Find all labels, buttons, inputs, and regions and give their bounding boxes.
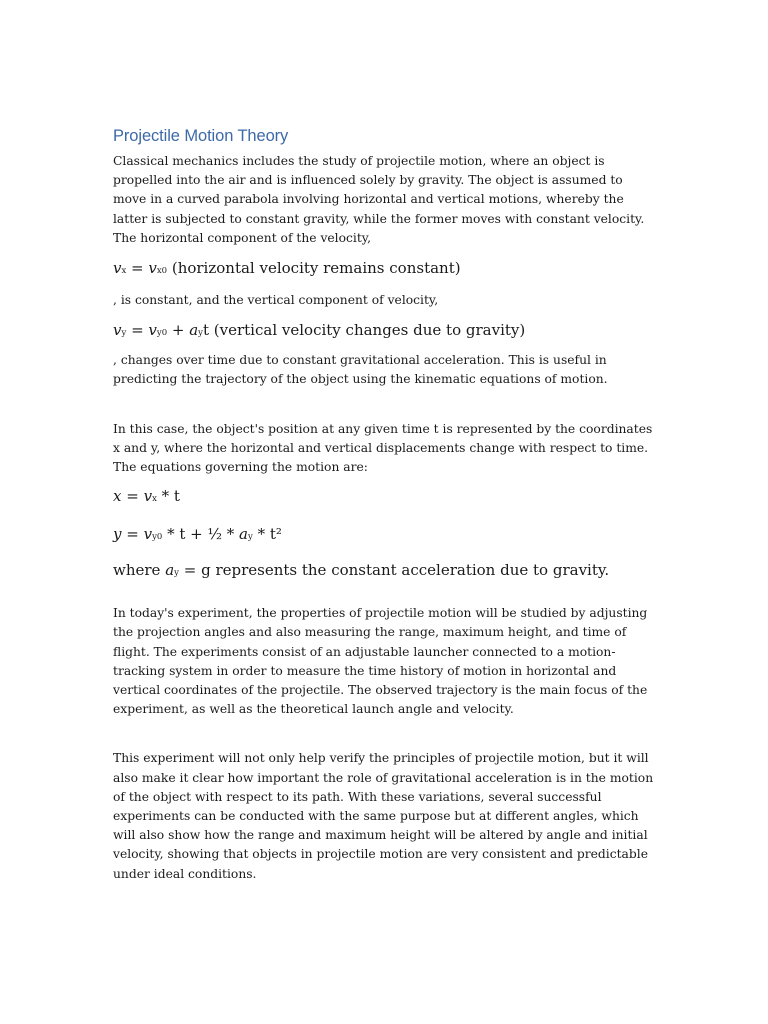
eq2-note: (vertical velocity changes due to gravity)	[209, 321, 526, 340]
eq3-rest: * t	[156, 487, 180, 506]
eq4-a: a	[239, 525, 248, 544]
eq2-term2: a	[189, 321, 199, 340]
eq2-t: t	[202, 321, 210, 340]
paragraph-gravity-change: , changes over time due to constant gravitational acceleration. This is useful in predicting the trajectory of the object using the kinematic equations of motion.	[113, 353, 608, 387]
eq2-term1: v	[148, 321, 157, 340]
eq4-a-sub: y	[248, 532, 253, 543]
eq1-lhs: v	[113, 259, 122, 278]
eq5-prefix: where	[113, 561, 166, 580]
eq5-rest: = g represents the constant acceleration due to gravity.	[178, 561, 610, 580]
section-heading: Projectile Motion Theory	[113, 127, 289, 145]
paragraph-conclusion: This experiment will not only help verify the principles of projectile motion, but it will also make it clear how important the role of gravitational acceleration is in the motion of the object with respect to its path. With these variations, several successful experiments can be conducted with the same purpose but at different angles, which will also show how the range and maximum height will be altered by angle and initial velocity, showing that objects in projectile motion are very consistent and predictable under ideal conditions.	[113, 751, 654, 881]
eq3-v-sub: x	[152, 494, 157, 505]
eq2-lhs: v	[113, 321, 122, 340]
paragraph-position: In this case, the object's position at any given time t is represented by the coordinates x and y, where the horizontal and vertical displacements change with respect to time. The equations governing the motion are:	[113, 421, 653, 475]
document-body	[113, 124, 659, 884]
eq5-a: a	[165, 561, 175, 580]
eq4-rest: * t²	[252, 525, 282, 544]
paragraph-intro: Classical mechanics includes the study of projectile motion, where an object is propelled into the air and is influenced solely by gravity. The object is assumed to move in a curved parabola involving horizontal and vertical motions, whereby the latter is subjected to constant gravity, while the former moves with constant velocity. The horizontal component of the velocity,	[113, 154, 645, 245]
eq4-v: v	[143, 525, 153, 544]
eq4-lhs: y	[113, 525, 122, 544]
eq2-lhs-sub: y	[121, 328, 127, 339]
eq2-term1-sub: y0	[156, 328, 168, 339]
paragraph-vertical-intro: , is constant, and the vertical component of velocity,	[113, 293, 439, 308]
eq4-mid: * t + ½ *	[162, 525, 240, 544]
equation-horizontal-velocity	[113, 257, 659, 282]
equation-gravity-definition	[113, 559, 659, 584]
eq1-equals: =	[126, 259, 149, 278]
eq4-v-sub: y0	[152, 532, 163, 543]
eq2-term2-sub: y	[198, 328, 203, 339]
equation-x-position	[113, 485, 659, 510]
eq1-rhs: v	[148, 259, 157, 278]
eq5-a-sub: y	[174, 568, 179, 579]
eq1-rhs-sub: x0	[156, 266, 168, 277]
eq4-equals: =	[121, 525, 144, 544]
equation-y-position	[113, 523, 659, 548]
eq2-plus: +	[167, 321, 190, 340]
eq3-equals: =	[121, 487, 144, 506]
equation-vertical-velocity	[113, 319, 659, 344]
eq1-lhs-sub: x	[121, 266, 127, 277]
eq3-v: v	[143, 487, 153, 506]
eq1-note: (horizontal velocity remains constant)	[167, 259, 461, 278]
eq2-equals: =	[126, 321, 149, 340]
paragraph-experiment: In today's experiment, the properties of projectile motion will be studied by adjusting the projection angles and also measuring the range, maximum height, and time of flight. The experiments consist of an adjustable launcher connected to a motion-tracking system in order to measure the time history of motion in horizontal and vertical coordinates of the projectile. The observed trajectory is the main focus of the experiment, as well as the theoretical launch angle and velocity.	[113, 606, 648, 717]
eq3-lhs: x	[113, 487, 122, 506]
